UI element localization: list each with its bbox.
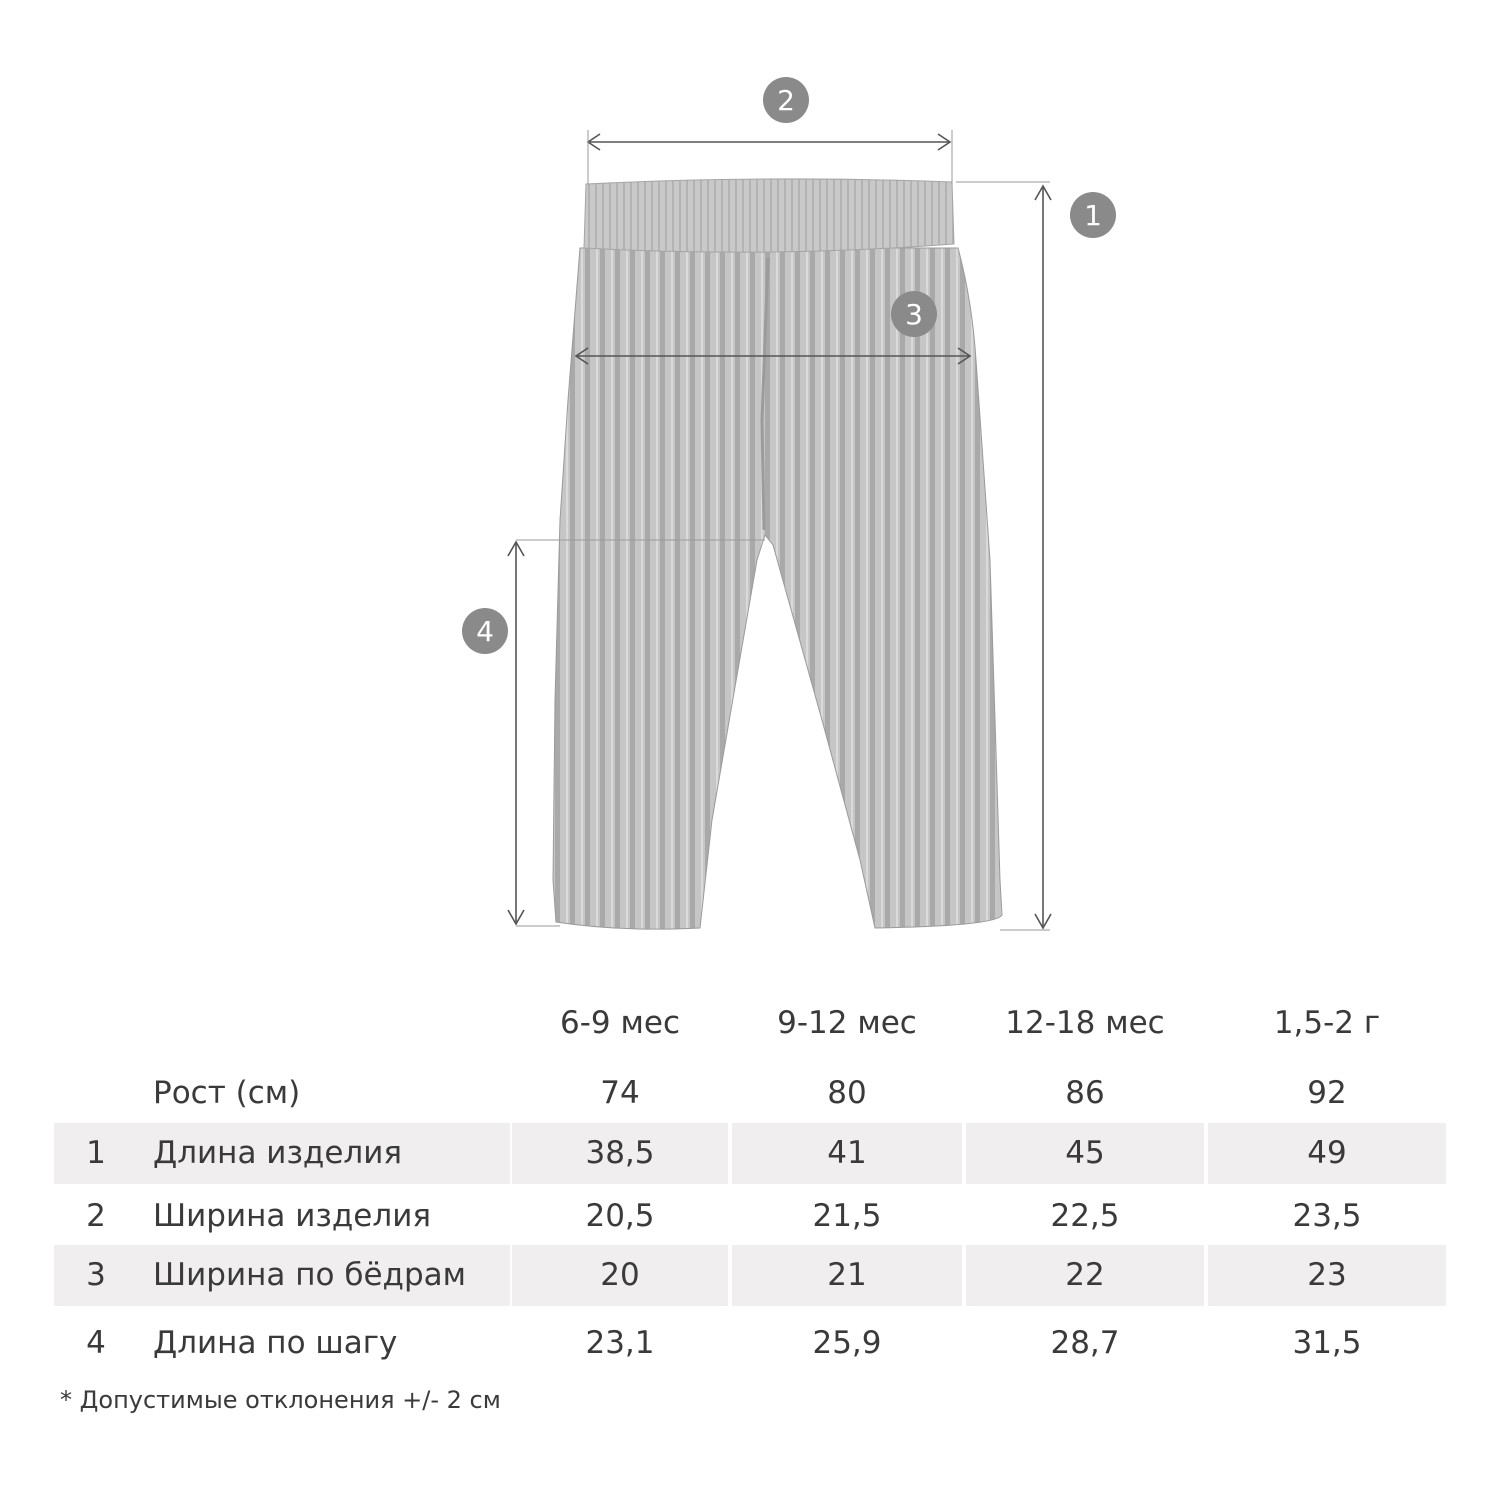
pants-body xyxy=(553,248,1002,929)
row-label: Рост (см) xyxy=(153,1075,301,1111)
table-cell: 23 xyxy=(1208,1245,1446,1306)
table-cell: 86 xyxy=(1065,1075,1105,1111)
table-cell: 22,5 xyxy=(1050,1198,1120,1234)
table-cell: 38,5 xyxy=(512,1123,728,1184)
table-row xyxy=(54,1313,1446,1374)
table-cell: 31,5 xyxy=(1292,1325,1362,1361)
row-label: Ширина по бёдрам xyxy=(138,1245,510,1306)
table-cell: 49 xyxy=(1208,1123,1446,1184)
table-cell: 45 xyxy=(966,1123,1204,1184)
table-cell: 21 xyxy=(732,1245,962,1306)
row-number: 1 xyxy=(54,1123,138,1184)
footnote: * Допустимые отклонения +/- 2 см xyxy=(60,1386,501,1414)
column-header: 12-18 мес xyxy=(1005,1005,1165,1041)
row-number: 4 xyxy=(86,1325,106,1361)
row-label: Длина изделия xyxy=(138,1123,510,1184)
size-table xyxy=(54,990,1446,1370)
table-cell: 23,1 xyxy=(585,1325,655,1361)
table-cell: 28,7 xyxy=(1050,1325,1120,1361)
pants-illustration xyxy=(553,179,1002,929)
badge-4 xyxy=(462,608,508,654)
svg-text:3: 3 xyxy=(905,298,923,331)
table-header-row xyxy=(54,993,1446,1054)
column-header: 1,5-2 г xyxy=(1273,1005,1381,1041)
table-cell: 20,5 xyxy=(585,1198,655,1234)
table-cell: 41 xyxy=(732,1123,962,1184)
table-cell: 80 xyxy=(827,1075,867,1111)
row-label: Длина по шагу xyxy=(153,1325,398,1361)
row-label: Ширина изделия xyxy=(153,1198,431,1234)
row-number: 3 xyxy=(54,1245,138,1306)
pants-waistband xyxy=(584,179,954,252)
badge-3 xyxy=(891,291,937,337)
table-cell: 21,5 xyxy=(812,1198,882,1234)
table-cell: 74 xyxy=(600,1075,640,1111)
badge-1 xyxy=(1070,192,1116,238)
table-cell: 20 xyxy=(512,1245,728,1306)
table-cell: 22 xyxy=(966,1245,1204,1306)
table-row xyxy=(54,1186,1446,1247)
svg-text:1: 1 xyxy=(1084,199,1102,232)
column-header: 9-12 мес xyxy=(777,1005,917,1041)
badge-2 xyxy=(763,77,809,123)
table-row xyxy=(54,1245,1446,1306)
table-row xyxy=(54,1123,1446,1184)
measure-2-width xyxy=(588,130,952,184)
table-cell: 25,9 xyxy=(812,1325,882,1361)
table-row-height xyxy=(54,1063,1446,1124)
svg-text:2: 2 xyxy=(777,84,795,117)
column-header: 6-9 мес xyxy=(560,1005,680,1041)
table-cell: 23,5 xyxy=(1292,1198,1362,1234)
table-cell: 92 xyxy=(1307,1075,1347,1111)
svg-text:4: 4 xyxy=(476,615,494,648)
row-number: 2 xyxy=(86,1198,106,1234)
